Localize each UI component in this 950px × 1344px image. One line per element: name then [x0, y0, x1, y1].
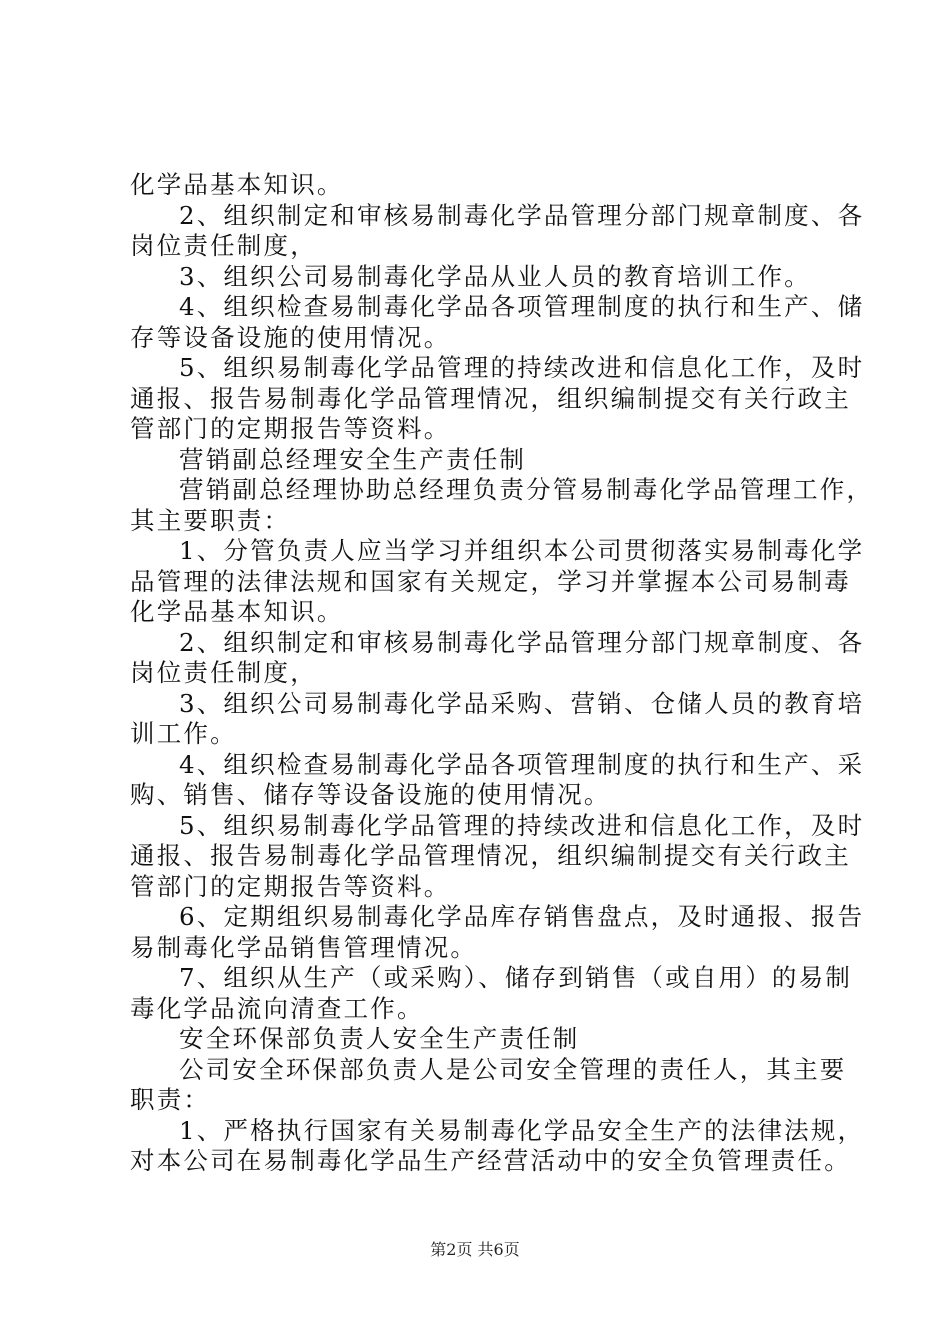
- text-line: 易制毒化学品销售管理情况。: [130, 932, 478, 962]
- text-line: 3、组织公司易制毒化学品从业人员的教育培训工作。: [179, 261, 811, 291]
- text-line: 其主要职责：: [130, 505, 291, 535]
- text-line: 岗位责任制度，: [130, 658, 317, 687]
- text-line: 1、分管负责人应当学习并组织本公司贯彻落实易制毒化学: [179, 536, 865, 565]
- text-line: 营销副总经理协助总经理负责分管易制毒化学品管理工作，: [179, 475, 874, 504]
- text-line: 训工作。: [130, 719, 237, 748]
- page-footer: [0, 1240, 950, 1260]
- text-line: 5、组织易制毒化学品管理的持续改进和信息化工作，及时: [179, 810, 865, 840]
- text-line: 1、严格执行国家有关易制毒化学品安全生产的法律法规，: [179, 1115, 865, 1145]
- text-line: 2、组织制定和审核易制毒化学品管理分部门规章制度、各: [179, 200, 865, 230]
- text-line: 购、销售、储存等设备设施的使用情况。: [130, 780, 611, 809]
- text-line: 品管理的法律法规和国家有关规定，学习并掌握本公司易制毒: [130, 566, 851, 596]
- text-line: 4、组织检查易制毒化学品各项管理制度的执行和生产、储: [179, 292, 865, 321]
- text-line: 3、组织公司易制毒化学品采购、营销、仓储人员的教育培: [179, 688, 865, 718]
- text-line: 存等设备设施的使用情况。: [130, 322, 451, 352]
- text-line: 5、组织易制毒化学品管理的持续改进和信息化工作，及时: [179, 353, 865, 382]
- text-line: 职责：: [130, 1085, 211, 1114]
- text-line: 化学品基本知识。: [130, 170, 344, 199]
- text-line: 管部门的定期报告等资料。: [130, 871, 451, 901]
- text-line: 4、组织检查易制毒化学品各项管理制度的执行和生产、采: [179, 749, 865, 779]
- text-line: 2、组织制定和审核易制毒化学品管理分部门规章制度、各: [179, 627, 865, 657]
- text-line: 岗位责任制度，: [130, 231, 317, 260]
- text-line: 管部门的定期报告等资料。: [130, 414, 451, 443]
- text-line: 通报、报告易制毒化学品管理情况，组织编制提交有关行政主: [130, 841, 851, 870]
- text-line: 化学品基本知识。: [130, 597, 344, 626]
- text-line: 毒化学品流向清查工作。: [130, 993, 424, 1023]
- text-line: 安全环保部负责人安全生产责任制: [179, 1024, 580, 1053]
- page-number: 第2页 共6页: [430, 1240, 520, 1259]
- text-line: 6、定期组织易制毒化学品库存销售盘点，及时通报、报告: [179, 902, 865, 931]
- text-line: 7、组织从生产（或采购）、储存到销售（或自用）的易制: [179, 963, 853, 992]
- text-line: 公司安全环保部负责人是公司安全管理的责任人，其主要: [179, 1054, 847, 1084]
- document-body: [130, 170, 874, 1177]
- text-line: 通报、报告易制毒化学品管理情况，组织编制提交有关行政主: [130, 383, 851, 413]
- text-line: 营销副总经理安全生产责任制: [179, 444, 527, 474]
- text-line: 对本公司在易制毒化学品生产经营活动中的安全负管理责任。: [130, 1146, 851, 1175]
